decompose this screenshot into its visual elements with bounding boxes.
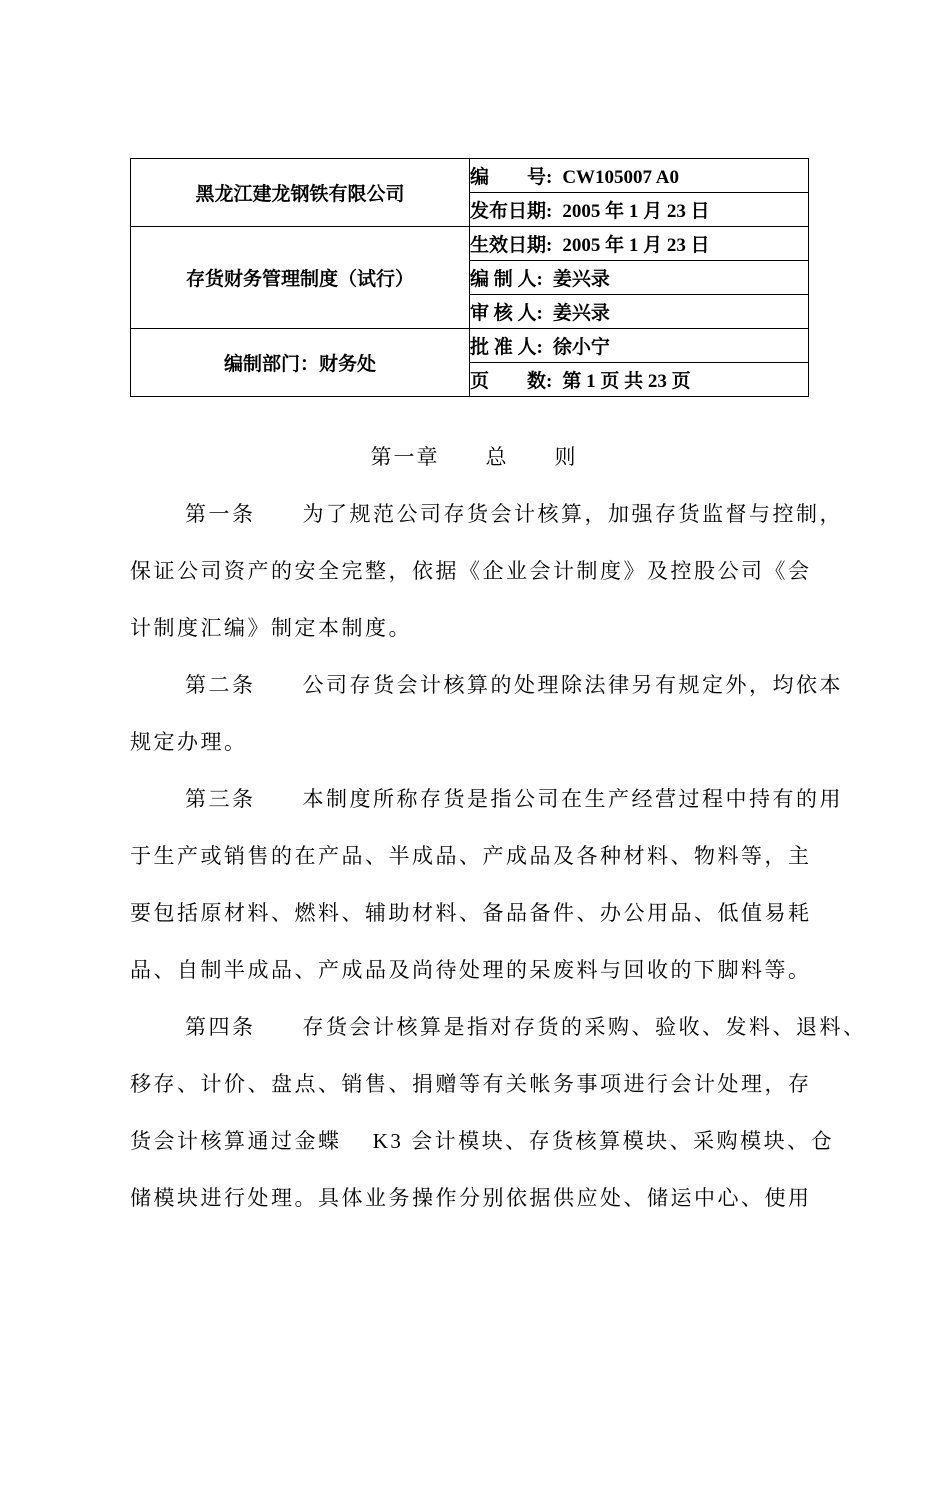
table-row xyxy=(131,227,809,261)
field-label: 审 核 人: xyxy=(470,303,543,324)
body-line: 移存、计价、盘点、销售、捐赠等有关帐务事项进行会计处理，存 xyxy=(130,1072,812,1096)
chapter-title: 第一章 总 则 xyxy=(370,445,578,469)
body-line: 计制度汇编》制定本制度。 xyxy=(130,616,412,640)
field-compiled-by xyxy=(470,261,809,295)
field-release-date xyxy=(470,193,809,227)
body-line: 第一条 为了规范公司存货会计核算，加强存货监督与控制， xyxy=(185,502,843,526)
field-label: 编 号: xyxy=(470,167,553,188)
field-value: 徐小宁 xyxy=(552,337,610,358)
field-label: 生效日期: xyxy=(470,235,553,256)
body-line: 第四条 存货会计核算是指对存货的采购、验收、发料、退料、 xyxy=(185,1015,867,1039)
field-value: 姜兴录 xyxy=(552,303,610,324)
paragraph-article-3 xyxy=(130,771,843,999)
field-value: CW105007 A0 xyxy=(562,167,679,188)
body-line: 要包括原材料、燃料、辅助材料、备品备件、办公用品、低值易耗 xyxy=(130,901,812,925)
company-name: 黑龙江建龙钢铁有限公司 xyxy=(131,159,470,227)
paragraph-article-1 xyxy=(130,486,843,657)
paragraph-article-2 xyxy=(130,657,843,771)
body-line: 保证公司资产的安全完整，依据《企业会计制度》及控股公司《会 xyxy=(130,559,812,583)
document-title: 存货财务管理制度（试行） xyxy=(131,227,470,329)
document-header-table xyxy=(130,158,809,397)
document-page xyxy=(0,158,950,1504)
body-line: 第三条 本制度所称存货是指公司在生产经营过程中持有的用 xyxy=(185,787,843,811)
table-row xyxy=(131,159,809,193)
field-label: 批 准 人: xyxy=(470,337,543,358)
field-value: 姜兴录 xyxy=(552,269,610,290)
field-label: 页 数: xyxy=(470,371,553,392)
document-body xyxy=(130,486,867,1227)
table-row xyxy=(131,329,809,363)
field-value: 2005 年 1 月 23 日 xyxy=(562,235,710,256)
field-label: 编 制 人: xyxy=(470,269,543,290)
field-reviewed-by xyxy=(470,295,809,329)
body-line: 货会计核算通过金蝶 K3 会计模块、存货核算模块、采购模块、仓 xyxy=(130,1129,835,1153)
paragraph-article-4 xyxy=(130,999,867,1227)
field-approved-by xyxy=(470,329,809,363)
field-effective-date xyxy=(470,227,809,261)
body-line: 规定办理。 xyxy=(130,730,248,754)
field-label: 发布日期: xyxy=(470,201,553,222)
body-line: 储模块进行处理。具体业务操作分别依据供应处、储运中心、使用 xyxy=(130,1186,812,1210)
department: 编制部门：财务处 xyxy=(131,329,470,397)
body-line: 品、自制半成品、产成品及尚待处理的呆废料与回收的下脚料等。 xyxy=(130,958,812,982)
field-page-count xyxy=(470,363,809,397)
field-value: 第 1 页 共 23 页 xyxy=(562,371,691,392)
field-doc-number xyxy=(470,159,809,193)
field-value: 2005 年 1 月 23 日 xyxy=(562,201,710,222)
body-line: 第二条 公司存货会计核算的处理除法律另有规定外，均依本 xyxy=(185,673,843,697)
body-line: 于生产或销售的在产品、半成品、产成品及各种材料、物料等，主 xyxy=(130,844,812,868)
